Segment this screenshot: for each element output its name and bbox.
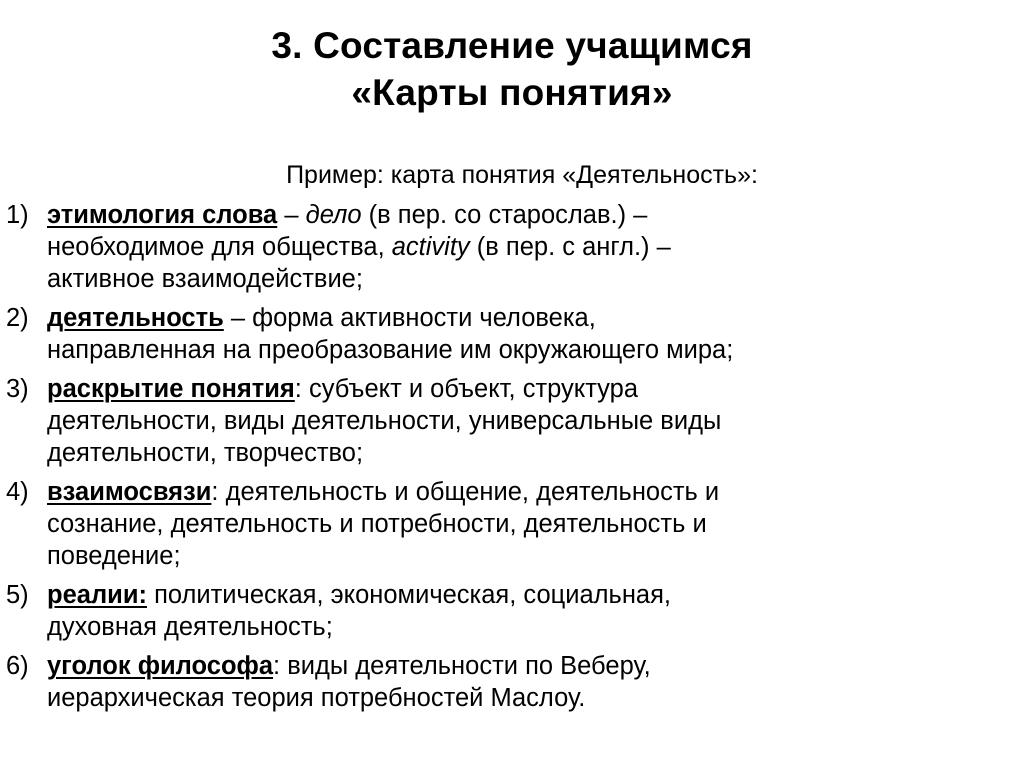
list-item-relations <box>6 476 1016 572</box>
item-line <box>47 302 1016 334</box>
item-text: : субъект и объект, структура <box>294 375 639 403</box>
item-number: 6) <box>6 652 29 680</box>
item-term: деятельность <box>47 304 224 332</box>
item-term: уголок философа <box>47 652 274 680</box>
item-text: (в пер. с англ.) – <box>469 233 671 261</box>
item-line: иерархическая теория потребностей Маслоу. <box>47 684 586 712</box>
item-line: поведение; <box>47 542 181 570</box>
item-term: взаимосвязи <box>47 478 212 506</box>
item-text-italic: дело <box>305 201 362 229</box>
item-line <box>47 373 1016 405</box>
item-text: – <box>277 201 306 229</box>
list-item-philosopher-corner <box>6 650 1016 714</box>
item-line <box>47 199 1016 231</box>
list-item-etymology <box>6 199 1016 295</box>
item-line <box>47 231 1016 263</box>
slide-title <box>0 22 1024 116</box>
item-line: активное взаимодействие; <box>47 265 363 293</box>
example-subtitle <box>0 160 1024 190</box>
item-line <box>47 476 1016 508</box>
item-text: политическая, экономическая, социальная, <box>146 581 671 609</box>
item-number: 5) <box>6 581 29 609</box>
item-number: 4) <box>6 478 29 506</box>
list-item-realia <box>6 579 1016 643</box>
item-text: : деятельность и общение, деятельность и <box>211 478 720 506</box>
item-text-italic: activity <box>391 233 470 261</box>
item-line: деятельности, творчество; <box>47 439 364 467</box>
item-line: направленная на преобразование им окружающего мира; <box>47 336 734 364</box>
item-line: духовная деятельность; <box>47 613 333 641</box>
item-text: – форма активности человека, <box>223 304 596 332</box>
subtitle-text: Пример: карта понятия «Деятельность»: <box>286 161 758 189</box>
list-item-activity <box>6 302 1016 366</box>
title-line-2: «Карты понятия» <box>351 72 673 113</box>
item-number: 2) <box>6 304 29 332</box>
item-line: деятельности, виды деятельности, универсальные виды <box>47 407 722 435</box>
concept-map-list <box>6 199 1016 721</box>
title-line-1: 3. Составление учащимся <box>271 25 753 66</box>
list-item-concept-disclosure <box>6 373 1016 469</box>
item-number: 1) <box>6 201 29 229</box>
item-text: : виды деятельности по Веберу, <box>273 652 651 680</box>
item-term: этимология слова <box>47 201 278 229</box>
item-term: раскрытие понятия <box>47 375 295 403</box>
item-line <box>47 579 1016 611</box>
item-number: 3) <box>6 375 29 403</box>
item-line: сознание, деятельность и потребности, деятельность и <box>47 510 707 538</box>
item-line <box>47 650 1016 682</box>
item-text: (в пер. со старослав.) – <box>361 201 648 229</box>
item-text: необходимое для общества, <box>47 233 392 261</box>
item-term: реалии: <box>47 581 147 609</box>
